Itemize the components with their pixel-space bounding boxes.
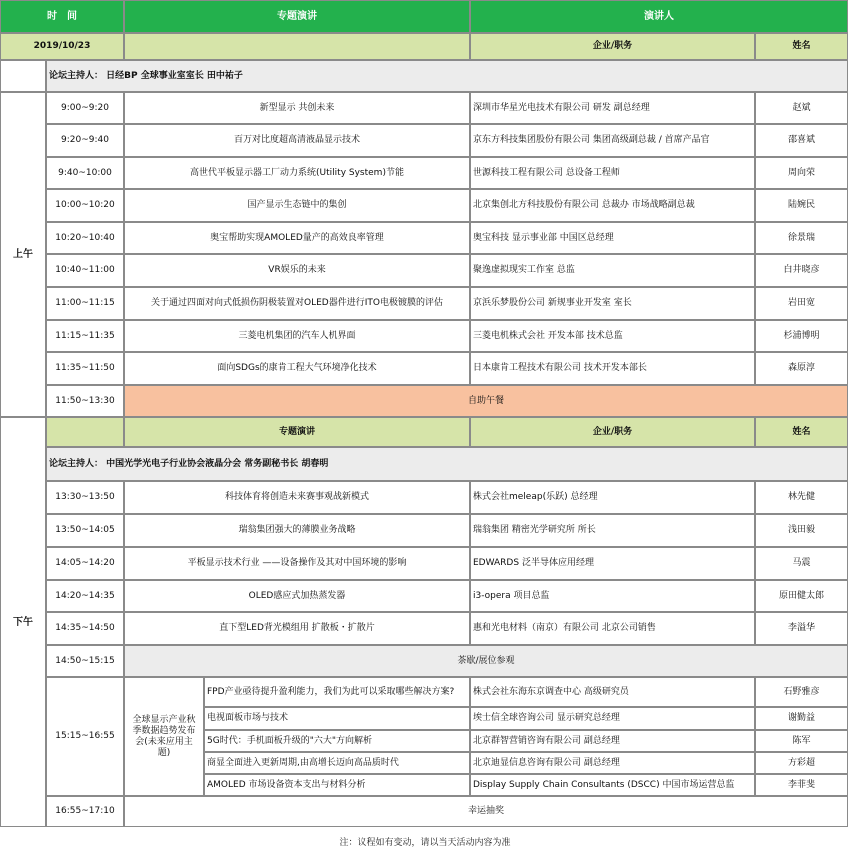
session-time: 10:40~11:00	[46, 254, 124, 287]
session-company: 聚逸虚拟现实工作室 总监	[470, 254, 755, 287]
lottery-time: 16:55~17:10	[46, 796, 124, 827]
release-speaker: 石野雅彦	[755, 677, 848, 707]
release-topic: AMOLED 市场设备资本支出与材料分析	[204, 774, 470, 796]
release-topic: 电视面板市场与技术	[204, 707, 470, 730]
tea-time: 14:50~15:15	[46, 645, 124, 677]
lunch-time: 11:50~13:30	[46, 385, 124, 417]
session-company: 惠和光电材料（南京）有限公司 北京公司销售	[470, 612, 755, 645]
release-topic: 5G时代：手机面板升级的"六大"方向解析	[204, 730, 470, 752]
session-company: 京浜乐梦股份公司 新规事业开发室 室长	[470, 287, 755, 320]
date-row-topic-blank	[124, 33, 470, 60]
header-speaker: 演讲人	[470, 0, 848, 33]
company-column-header: 企业/职务	[470, 33, 755, 60]
session-company: 世源科技工程有限公司 总设备工程师	[470, 157, 755, 189]
release-company: 北京迪显信息咨询有限公司 副总经理	[470, 752, 755, 774]
session-speaker: 浅田毅	[755, 514, 848, 547]
session-time: 11:15~11:35	[46, 320, 124, 352]
footnote: 注：议程如有变动，请以当天活动内容为准	[339, 838, 511, 848]
afternoon-host: 论坛主持人： 中国光学光电子行业协会液晶分会 常务副秘书长 胡春明	[46, 447, 848, 481]
session-topic: OLED感应式加热蒸发器	[124, 580, 470, 612]
afternoon-subheader-time-blank	[46, 417, 124, 447]
release-speaker: 方彩超	[755, 752, 848, 774]
release-time: 15:15~16:55	[46, 677, 124, 796]
session-time: 9:00~9:20	[46, 92, 124, 124]
session-time: 13:30~13:50	[46, 481, 124, 514]
session-speaker: 岩田宽	[755, 287, 848, 320]
session-company: 株式会社meleap(乐跃) 总经理	[470, 481, 755, 514]
session-speaker: 林先健	[755, 481, 848, 514]
session-speaker: 森原淳	[755, 352, 848, 385]
afternoon-label: 下午	[0, 417, 46, 827]
session-company: 日本康肯工程技术有限公司 技术开发本部长	[470, 352, 755, 385]
session-speaker: 徐景瑞	[755, 222, 848, 254]
session-speaker: 赵斌	[755, 92, 848, 124]
session-topic: 高世代平板显示器工厂动力系统(Utility System)节能	[124, 157, 470, 189]
header-time: 时 间	[0, 0, 124, 33]
session-company: 深圳市华星光电技术有限公司 研发 副总经理	[470, 92, 755, 124]
afternoon-subheader-company: 企业/职务	[470, 417, 755, 447]
session-time: 9:40~10:00	[46, 157, 124, 189]
morning-label: 上午	[0, 92, 46, 417]
session-company: 三菱电机株式会社 开发本部 技术总监	[470, 320, 755, 352]
session-company: 京东方科技集团股份有限公司 集团高级副总裁 / 首席产品官	[470, 124, 755, 157]
header-topic: 专题演讲	[124, 0, 470, 33]
session-speaker: 杉浦博明	[755, 320, 848, 352]
lunch-label: 自助午餐	[124, 385, 848, 417]
session-time: 14:20~14:35	[46, 580, 124, 612]
name-column-header: 姓名	[755, 33, 848, 60]
release-company: 埃士信全球咨询公司 显示研究总经理	[470, 707, 755, 730]
date-cell: 2019/10/23	[0, 33, 124, 60]
session-topic: 面向SDGs的康肯工程大气环境净化技术	[124, 352, 470, 385]
session-speaker: 邵喜斌	[755, 124, 848, 157]
release-company: Display Supply Chain Consultants (DSCC) 中国市场运营总监	[470, 774, 755, 796]
session-topic: 奥宝帮助实现AMOLED量产的高效良率管理	[124, 222, 470, 254]
session-topic: 平板显示技术行业 ——设备操作及其对中国环境的影响	[124, 547, 470, 580]
session-speaker: 原田健太郎	[755, 580, 848, 612]
session-topic: 瑞翁集团强大的薄膜业务战略	[124, 514, 470, 547]
session-time: 14:35~14:50	[46, 612, 124, 645]
session-company: EDWARDS 泛半导体应用经理	[470, 547, 755, 580]
session-company: i3-opera 项目总监	[470, 580, 755, 612]
lottery-label: 幸运抽奖	[124, 796, 848, 827]
session-speaker: 马震	[755, 547, 848, 580]
session-topic: 三菱电机集团的汽车人机界面	[124, 320, 470, 352]
session-topic: 新型显示 共创未来	[124, 92, 470, 124]
afternoon-subheader-topic: 专题演讲	[124, 417, 470, 447]
session-speaker: 白井晓彦	[755, 254, 848, 287]
morning-host: 论坛主持人： 日经BP 全球事业室室长 田中祐子	[46, 60, 848, 92]
release-speaker: 陈军	[755, 730, 848, 752]
tea-label: 茶歇/展位参观	[124, 645, 848, 677]
session-topic: 直下型LED背光模组用 扩散板・扩散片	[124, 612, 470, 645]
morning-host-time-blank	[0, 60, 46, 92]
session-time: 10:00~10:20	[46, 189, 124, 222]
release-speaker: 谢勤益	[755, 707, 848, 730]
afternoon-subheader-name: 姓名	[755, 417, 848, 447]
session-topic: 百万对比度超高清液晶显示技术	[124, 124, 470, 157]
session-topic: VR娱乐的未来	[124, 254, 470, 287]
session-time: 10:20~10:40	[46, 222, 124, 254]
release-title: 全球显示产业秋季数据趋势发布会(未来应用主题)	[124, 677, 204, 796]
session-speaker: 周向荣	[755, 157, 848, 189]
session-time: 11:35~11:50	[46, 352, 124, 385]
session-topic: 关于通过四面对向式低损伤阴极装置对OLED器件进行ITO电极镀膜的评估	[124, 287, 470, 320]
session-topic: 国产显示生态链中的集创	[124, 189, 470, 222]
release-topic: 商显全面进入更新周期,由高增长迈向高品质时代	[204, 752, 470, 774]
session-time: 13:50~14:05	[46, 514, 124, 547]
release-company: 北京群智营销咨询有限公司 副总经理	[470, 730, 755, 752]
release-topic: FPD产业亟待提升盈利能力，我们为此可以采取哪些解决方案?	[204, 677, 470, 707]
session-topic: 科技体育将创造未来赛事观战新模式	[124, 481, 470, 514]
session-speaker: 陆婉民	[755, 189, 848, 222]
session-time: 14:05~14:20	[46, 547, 124, 580]
session-company: 北京集创北方科技股份有限公司 总裁办 市场战略副总裁	[470, 189, 755, 222]
session-company: 奥宝科技 显示事业部 中国区总经理	[470, 222, 755, 254]
session-company: 瑞翁集团 精密光学研究所 所长	[470, 514, 755, 547]
session-time: 11:00~11:15	[46, 287, 124, 320]
release-company: 株式会社东海东京调查中心 高级研究员	[470, 677, 755, 707]
session-speaker: 李溢华	[755, 612, 848, 645]
session-time: 9:20~9:40	[46, 124, 124, 157]
release-speaker: 李菲斐	[755, 774, 848, 796]
